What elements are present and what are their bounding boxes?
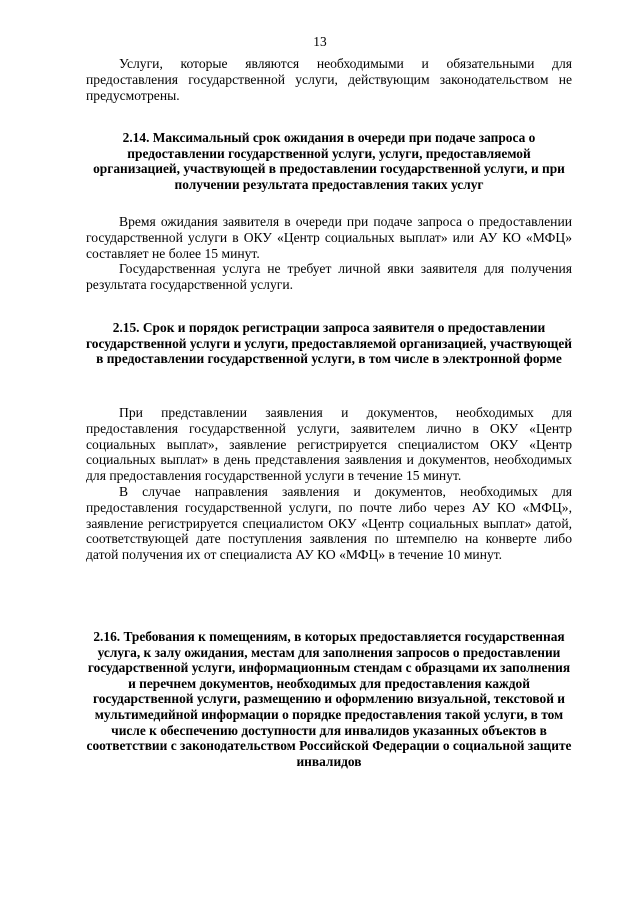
- section-2-15-paragraph-2: В случае направления заявления и документов, необходимых для предоставления государственной услуги, по почте либо через АУ КО «МФЦ», заявление регистрируется специалистом ОКУ «Центр социальных выплат» датой, соответствующей дате поступления заявления по штемпелю на конверте либо датой получения их от специалиста АУ КО «МФЦ» в течение 10 минут.: [86, 483, 572, 563]
- section-2-14-paragraph-2: Государственная услуга не требует личной явки заявителя для получения результата государственной услуги.: [86, 261, 572, 293]
- intro-block: [86, 56, 572, 103]
- section-2-14-paragraph-1: Время ожидания заявителя в очереди при подаче запроса о предоставлении государственной услуги в ОКУ «Центр социальных выплат» или АУ КО «МФЦ» составляет не более 15 минут.: [86, 214, 572, 261]
- page-number: 13: [313, 34, 327, 49]
- section-2-15-body: [86, 405, 572, 563]
- section-2-15-heading: 2.15. Срок и порядок регистрации запроса заявителя о предоставлении государственной услуги и услуги, предоставляемой организацией, участвующей в предоставлении государственной услуги, в том числе в электронной форме: [86, 320, 573, 367]
- section-2-14-heading: 2.14. Максимальный срок ожидания в очереди при подаче запроса о предоставлении государственной услуги, услуги, предоставляемой организацией, участвующей в предоставлении государственной услуги, и при получении результата предоставления таких услуг: [93, 130, 565, 192]
- section-2-14-body: [86, 214, 572, 293]
- intro-paragraph: Услуги, которые являются необходимыми и обязательными для предоставления государственной услуги, действующим законодательством не предусмотрены.: [86, 56, 572, 103]
- section-2-16-heading-block: [86, 629, 572, 769]
- section-2-15-heading-block: [86, 320, 572, 367]
- section-2-15-paragraph-1: При представлении заявления и документов, необходимых для предоставления государственной услуги, заявителем лично в ОКУ «Центр социальных выплат», заявление регистрируется специалистом ОКУ «Центр социальных выплат» в день представления заявления и документов, необходимых для предоставления государственной услуги в течение 15 минут.: [86, 405, 572, 484]
- section-2-16-heading: 2.16. Требования к помещениям, в которых предоставляется государственная услуга, к залу ожидания, местам для заполнения запросов о предоставлении государственной услуги, информационным стендам с образцами их заполнения и перечнем документов, необходимых для предоставления каждой государственной услуги, размещению и оформлению визуальной, текстовой и мультимедийной информации о порядке предоставления такой услуги, в том числе к обеспечению доступности для инвалидов указанных объектов в соответствии с законодательством Российской Федерации о социальной защите инвалидов: [86, 629, 572, 769]
- section-2-14-heading-block: [86, 130, 572, 192]
